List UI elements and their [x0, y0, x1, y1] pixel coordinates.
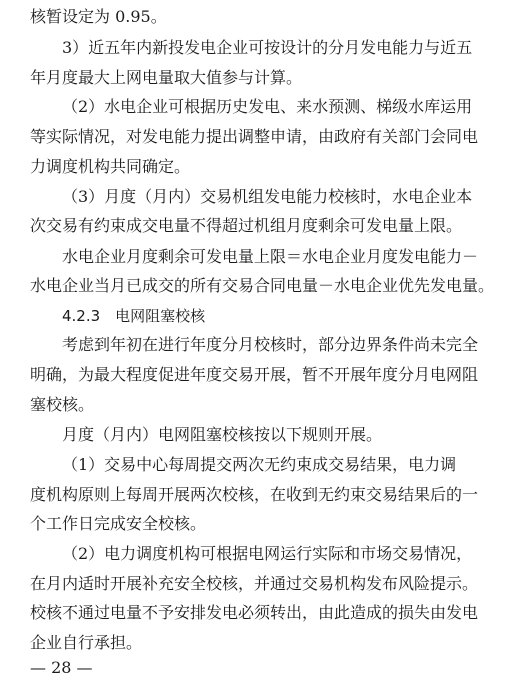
text-line: 企业自行承担。	[30, 633, 143, 652]
text-line: 在月内适时开展补充安全校核，并通过交易机构发布风险提示。	[30, 574, 479, 593]
text-line: 校核不通过电量不予安排发电必须转出，由此造成的损失由发电	[30, 603, 479, 622]
text-line: 月度（月内）电网阻塞校核按以下规则开展。	[62, 425, 383, 444]
text-line: 水电企业月度剩余可发电量上限＝水电企业月度发电能力－	[62, 247, 479, 266]
text-line: 明确，为最大程度促进年度交易开展，暂不开展年度分月电网阻	[30, 365, 479, 384]
text-line: （1）交易中心每周提交两次无约束成交易结果，电力调	[62, 455, 457, 474]
section-heading: 4.2.3 电网阻塞校核	[62, 307, 206, 325]
text-line: 度机构原则上每周开展两次校核，在收到无约束交易结果后的一	[30, 485, 479, 504]
text-line: 水电企业当月已成交的所有交易合同电量－水电企业优先发电量。	[30, 276, 495, 295]
text-line: 个工作日完成安全校核。	[30, 514, 207, 533]
text-line: 核暂设定为 0.95。	[30, 7, 167, 26]
text-line: 力调度机构共同确定。	[30, 157, 191, 176]
text-line: 塞校核。	[30, 395, 95, 414]
text-line: 年月度最大上网电量取大值参与计算。	[30, 68, 303, 87]
text-line: （3）月度（月内）交易机组发电能力校核时，水电企业本	[62, 187, 473, 206]
text-line: 等实际情况，对发电能力提出调整申请，由政府有关部门会同电	[30, 127, 479, 146]
text-line: （2）电力调度机构可根据电网运行实际和市场交易情况，	[62, 544, 473, 563]
text-line: 3）近五年内新投发电企业可按设计的分月发电能力与近五	[62, 38, 473, 57]
text-line: 考虑到年初在进行年度分月校核时，部分边界条件尚未完全	[62, 335, 479, 354]
text-line: （2）水电企业可根据历史发电、来水预测、梯级水库运用	[62, 97, 473, 116]
text-line: 次交易有约束成交电量不得超过机组月度剩余可发电量上限。	[30, 216, 463, 235]
page-number: — 28 —	[30, 658, 93, 677]
